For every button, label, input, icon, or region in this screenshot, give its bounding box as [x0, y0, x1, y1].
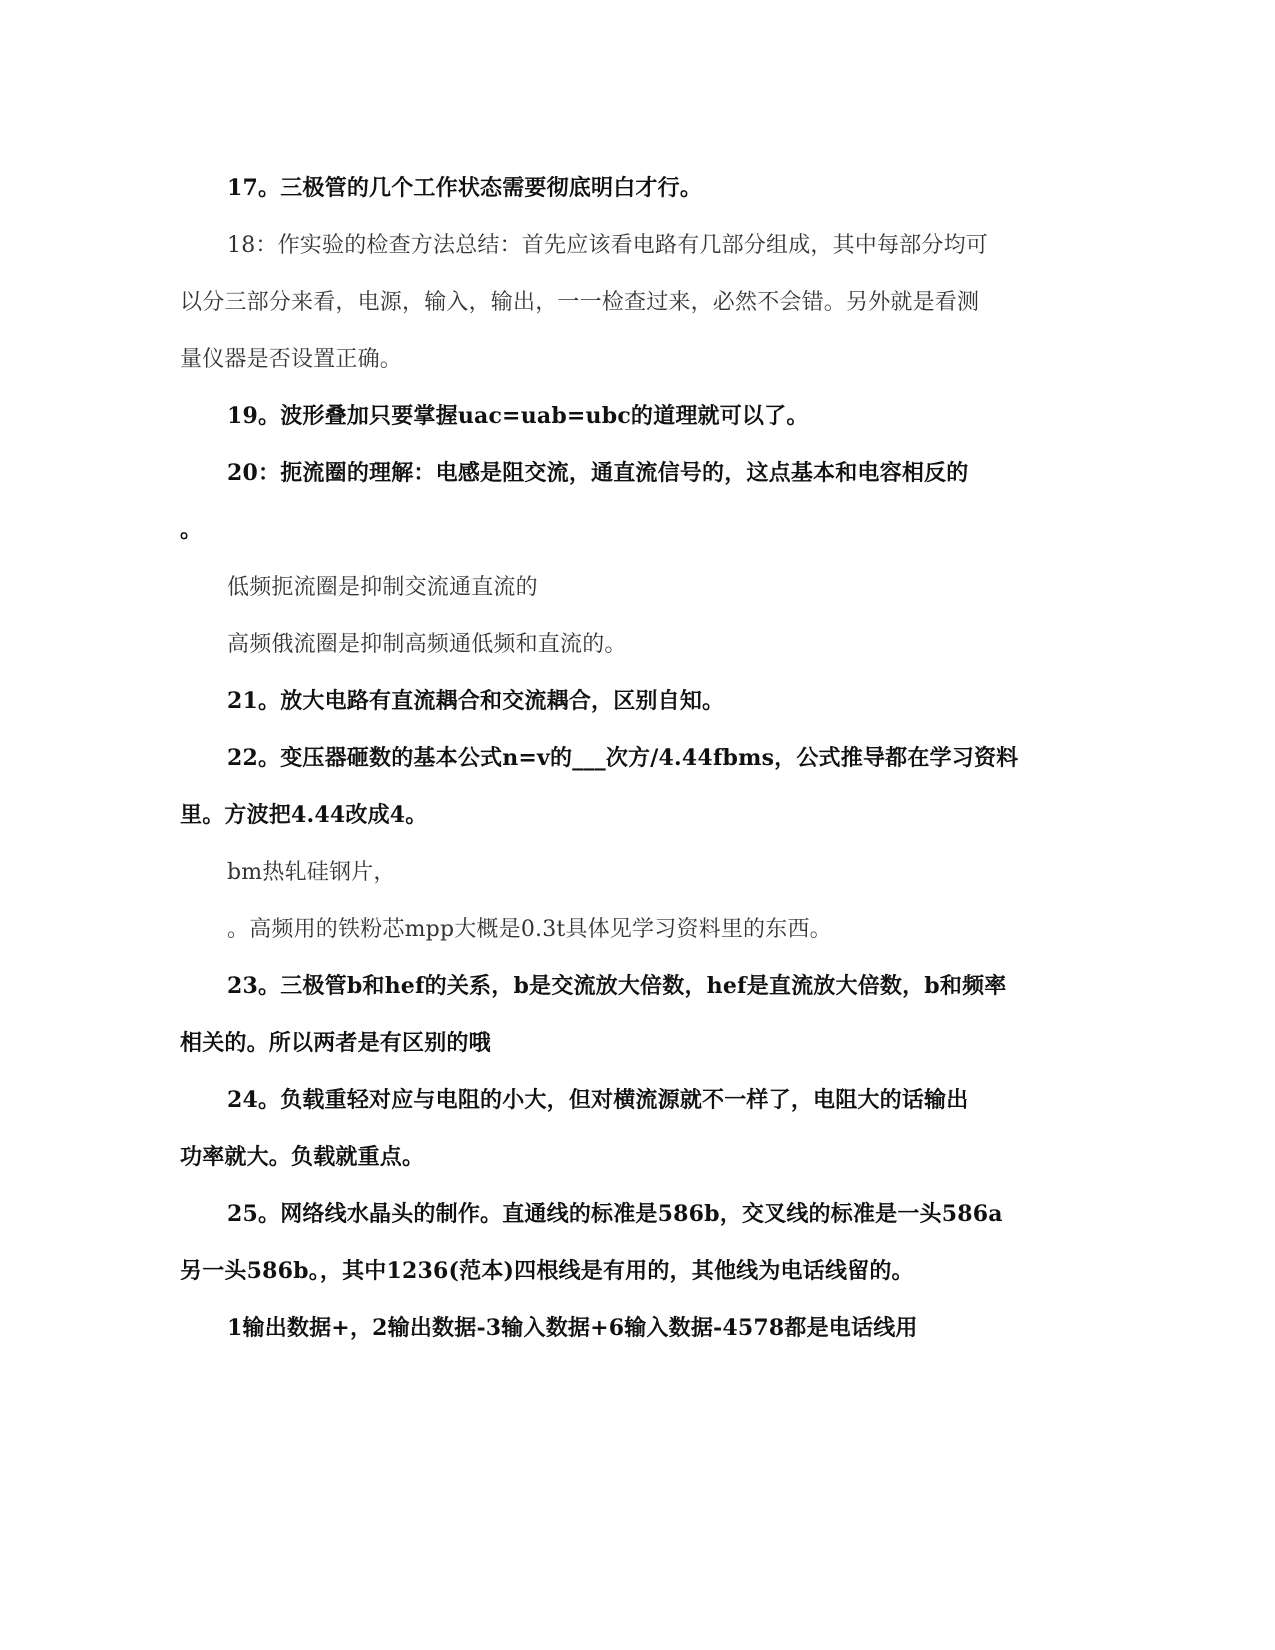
text-line: bm热轧硅钢片， [227, 860, 396, 885]
text-line: 1输出数据+，2输出数据-3输入数据+6输入数据-4578都是电话线用 [227, 1315, 918, 1341]
document-body [180, 160, 1040, 1357]
text-line: 24。负载重轻对应与电阻的小大，但对横流源就不一样了，电阻大的话输出 [227, 1087, 969, 1113]
text-line: 相关的。所以两者是有区别的哦 [180, 1030, 491, 1056]
text-line: 里。方波把4.44改成4。 [180, 802, 428, 828]
text-line: 。 [180, 517, 203, 543]
text-line: 量仪器是否设置正确。 [180, 347, 403, 372]
text-line: 23。三极管b和hef的关系，b是交流放大倍数，hef是直流放大倍数，b和频率 [227, 973, 1007, 999]
text-line: 17。三极管的几个工作状态需要彻底明白才行。 [227, 175, 703, 201]
text-line: 低频扼流圈是抑制交流通直流的 [227, 575, 538, 600]
text-line: 22。变压器砸数的基本公式n=v的___次方/4.44fbms，公式推导都在学习资料 [227, 745, 1019, 771]
text-line: 20：扼流圈的理解：电感是阻交流，通直流信号的，这点基本和电容相反的 [227, 460, 969, 486]
text-line: 。高频用的铁粉芯mpp大概是0.3t具体见学习资料里的东西。 [227, 917, 832, 942]
text-line: 功率就大。负载就重点。 [180, 1144, 425, 1170]
text-line: 另一头586b。，其中1236(范本)四根线是有用的，其他线为电话线留的。 [180, 1258, 914, 1284]
text-line: 18：作实验的检查方法总结：首先应该看电路有几部分组成，其中每部分均可 [227, 233, 988, 258]
text-line: 25。网络线水晶头的制作。直通线的标准是586b，交叉线的标准是一头586a [227, 1201, 1003, 1227]
text-line: 21。放大电路有直流耦合和交流耦合，区别自知。 [227, 688, 725, 714]
text-line: 19。波形叠加只要掌握uac=uab=ubc的道理就可以了。 [227, 403, 809, 429]
text-line: 以分三部分来看，电源，输入，输出，一一检查过来，必然不会错。另外就是看测 [180, 290, 980, 315]
text-line: 高频俄流圈是抑制高频通低频和直流的。 [227, 632, 627, 657]
